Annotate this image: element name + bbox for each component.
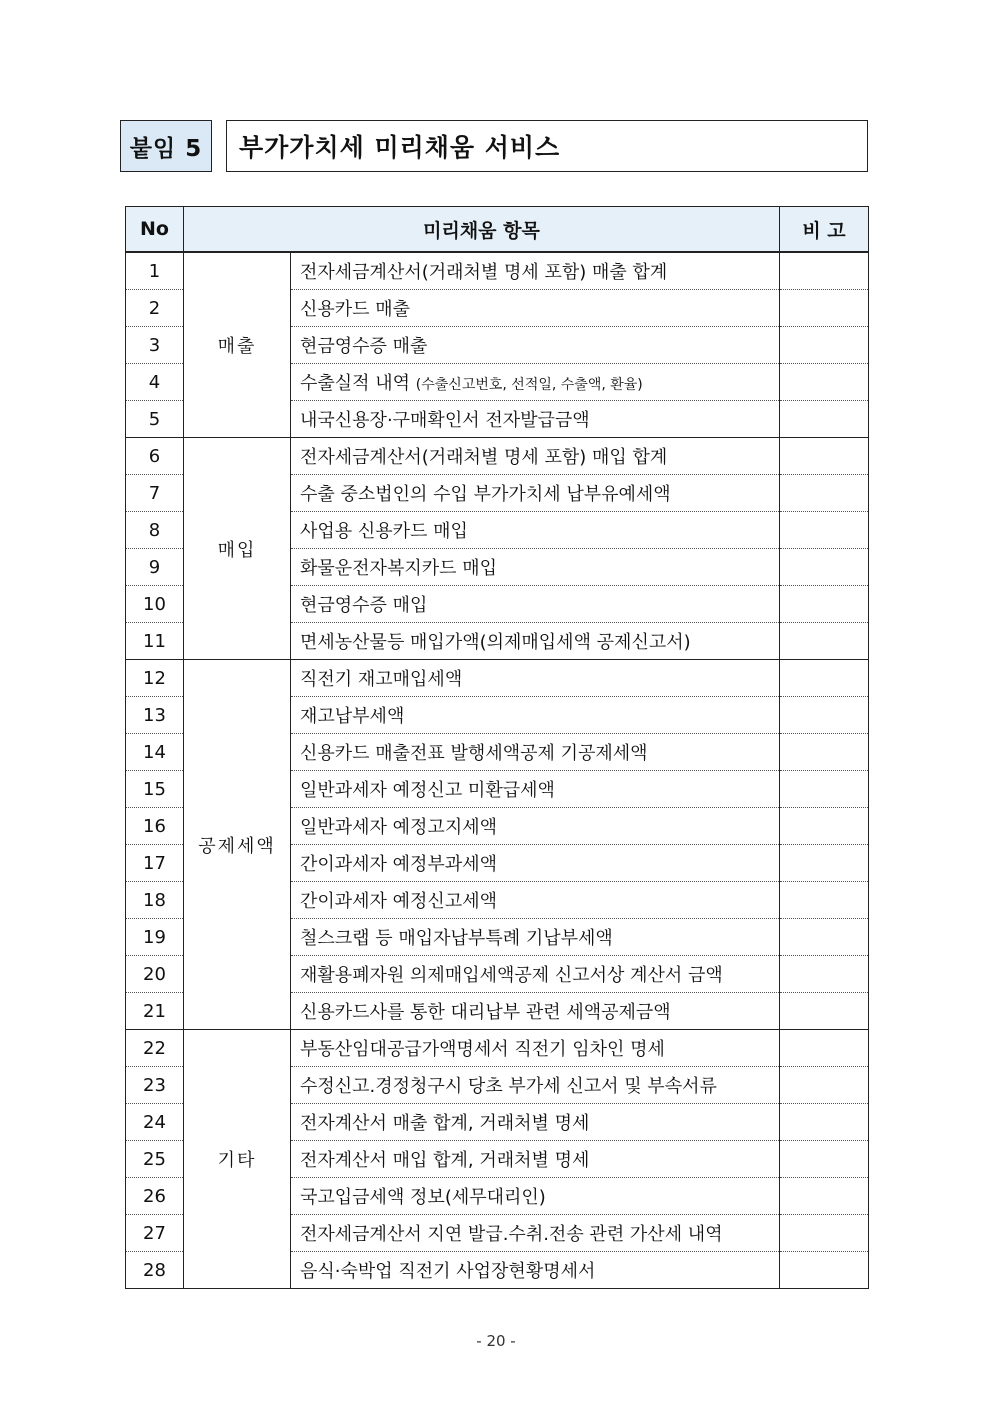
row-number: 27 — [126, 1215, 184, 1252]
item-cell — [291, 549, 780, 586]
col-header-item: 미리채움 항목 — [184, 207, 780, 253]
note-cell — [780, 734, 869, 771]
row-number: 28 — [126, 1252, 184, 1289]
item-cell — [291, 290, 780, 327]
item-text: 전자세금계산서(거래처별 명세 포함) 매입 합계 — [300, 447, 668, 468]
note-cell — [780, 1252, 869, 1289]
item-cell — [291, 327, 780, 364]
item-text: 신용카드 매출전표 발행세액공제 기공제세액 — [300, 743, 648, 764]
note-cell — [780, 1178, 869, 1215]
item-text: 전자세금계산서(거래처별 명세 포함) 매출 합계 — [300, 262, 668, 283]
note-cell — [780, 586, 869, 623]
page-number: - 20 - — [476, 1332, 516, 1350]
item-text: 신용카드사를 통한 대리납부 관련 세액공제금액 — [300, 1002, 671, 1023]
note-cell — [780, 512, 869, 549]
item-subtext: (수출신고번호, 선적일, 수출액, 환율) — [415, 377, 643, 393]
note-cell — [780, 327, 869, 364]
item-text: 일반과세자 예정고지세액 — [300, 817, 497, 838]
row-number: 21 — [126, 993, 184, 1030]
note-cell — [780, 438, 869, 475]
item-text: 재활용폐자원 의제매입세액공제 신고서상 계산서 금액 — [300, 965, 723, 986]
attachment-badge: 붙임 5 — [120, 120, 212, 172]
item-text: 화물운전자복지카드 매입 — [300, 558, 497, 579]
item-cell — [291, 623, 780, 660]
table-row — [126, 438, 869, 475]
row-number: 12 — [126, 660, 184, 697]
row-number: 7 — [126, 475, 184, 512]
row-number: 17 — [126, 845, 184, 882]
page-title: 부가가치세 미리채움 서비스 — [226, 120, 868, 172]
item-cell — [291, 845, 780, 882]
item-cell — [291, 252, 780, 290]
category-cell: 공제세액 — [184, 660, 291, 1030]
item-text: 내국신용장·구매확인서 전자발급금액 — [300, 410, 590, 431]
row-number: 11 — [126, 623, 184, 660]
row-number: 5 — [126, 401, 184, 438]
item-cell — [291, 438, 780, 475]
row-number: 26 — [126, 1178, 184, 1215]
note-cell — [780, 290, 869, 327]
row-number: 15 — [126, 771, 184, 808]
title-area — [120, 120, 868, 174]
item-cell — [291, 401, 780, 438]
note-cell — [780, 882, 869, 919]
row-number: 4 — [126, 364, 184, 401]
row-number: 10 — [126, 586, 184, 623]
note-cell — [780, 993, 869, 1030]
row-number: 3 — [126, 327, 184, 364]
row-number: 20 — [126, 956, 184, 993]
item-text: 직전기 재고매입세액 — [300, 669, 463, 690]
table-header-row — [126, 207, 869, 253]
row-number: 19 — [126, 919, 184, 956]
item-text: 수정신고.경정청구시 당초 부가세 신고서 및 부속서류 — [300, 1076, 717, 1097]
row-number: 16 — [126, 808, 184, 845]
item-text: 부동산임대공급가액명세서 직전기 임차인 명세 — [300, 1039, 665, 1060]
item-cell — [291, 512, 780, 549]
item-text: 일반과세자 예정신고 미환급세액 — [300, 780, 555, 801]
note-cell — [780, 364, 869, 401]
item-text: 사업용 신용카드 매입 — [300, 521, 468, 542]
col-header-no: No — [126, 207, 184, 253]
item-cell — [291, 1252, 780, 1289]
item-cell — [291, 771, 780, 808]
note-cell — [780, 1141, 869, 1178]
item-cell — [291, 1067, 780, 1104]
item-cell — [291, 993, 780, 1030]
prefill-items-table — [125, 206, 869, 1289]
category-cell: 매입 — [184, 438, 291, 660]
table-row — [126, 660, 869, 697]
item-cell — [291, 882, 780, 919]
note-cell — [780, 1030, 869, 1067]
item-cell — [291, 919, 780, 956]
item-text: 현금영수증 매출 — [300, 336, 428, 357]
item-cell — [291, 660, 780, 697]
note-cell — [780, 1104, 869, 1141]
note-cell — [780, 549, 869, 586]
row-number: 22 — [126, 1030, 184, 1067]
item-cell — [291, 1178, 780, 1215]
item-text: 음식·숙박업 직전기 사업장현황명세서 — [300, 1261, 596, 1282]
item-text: 간이과세자 예정신고세액 — [300, 891, 497, 912]
row-number: 14 — [126, 734, 184, 771]
col-header-note: 비 고 — [780, 207, 869, 253]
row-number: 18 — [126, 882, 184, 919]
item-text: 전자계산서 매입 합계, 거래처별 명세 — [300, 1150, 590, 1171]
item-cell — [291, 697, 780, 734]
table-row — [126, 1030, 869, 1067]
note-cell — [780, 475, 869, 512]
note-cell — [780, 771, 869, 808]
item-cell — [291, 734, 780, 771]
table-row — [126, 252, 869, 290]
row-number: 6 — [126, 438, 184, 475]
item-cell — [291, 956, 780, 993]
item-cell — [291, 1104, 780, 1141]
row-number: 23 — [126, 1067, 184, 1104]
row-number: 8 — [126, 512, 184, 549]
item-text: 전자계산서 매출 합계, 거래처별 명세 — [300, 1113, 590, 1134]
note-cell — [780, 252, 869, 290]
row-number: 13 — [126, 697, 184, 734]
item-cell — [291, 1141, 780, 1178]
item-cell — [291, 1030, 780, 1067]
table-body — [126, 252, 869, 1289]
item-text: 현금영수증 매입 — [300, 595, 428, 616]
note-cell — [780, 660, 869, 697]
note-cell — [780, 623, 869, 660]
note-cell — [780, 808, 869, 845]
item-cell — [291, 1215, 780, 1252]
row-number: 24 — [126, 1104, 184, 1141]
row-number: 25 — [126, 1141, 184, 1178]
item-text: 재고납부세액 — [300, 706, 405, 727]
item-text: 철스크랩 등 매입자납부특례 기납부세액 — [300, 928, 613, 949]
note-cell — [780, 401, 869, 438]
item-cell — [291, 586, 780, 623]
item-text: 국고입금세액 정보(세무대리인) — [300, 1187, 546, 1208]
item-text: 전자세금계산서 지연 발급.수취.전송 관련 가산세 내역 — [300, 1224, 723, 1245]
item-text: 면세농산물등 매입가액(의제매입세액 공제신고서) — [300, 632, 691, 653]
row-number: 9 — [126, 549, 184, 586]
item-cell — [291, 475, 780, 512]
note-cell — [780, 697, 869, 734]
category-cell: 매출 — [184, 252, 291, 438]
note-cell — [780, 1215, 869, 1252]
item-cell — [291, 808, 780, 845]
note-cell — [780, 1067, 869, 1104]
note-cell — [780, 845, 869, 882]
item-cell — [291, 364, 780, 401]
item-text: 수출실적 내역 — [300, 373, 411, 394]
item-text: 신용카드 매출 — [300, 299, 411, 320]
category-cell: 기타 — [184, 1030, 291, 1289]
item-text: 수출 중소법인의 수입 부가가치세 납부유예세액 — [300, 484, 671, 505]
note-cell — [780, 956, 869, 993]
note-cell — [780, 919, 869, 956]
row-number: 1 — [126, 252, 184, 290]
row-number: 2 — [126, 290, 184, 327]
item-text: 간이과세자 예정부과세액 — [300, 854, 497, 875]
